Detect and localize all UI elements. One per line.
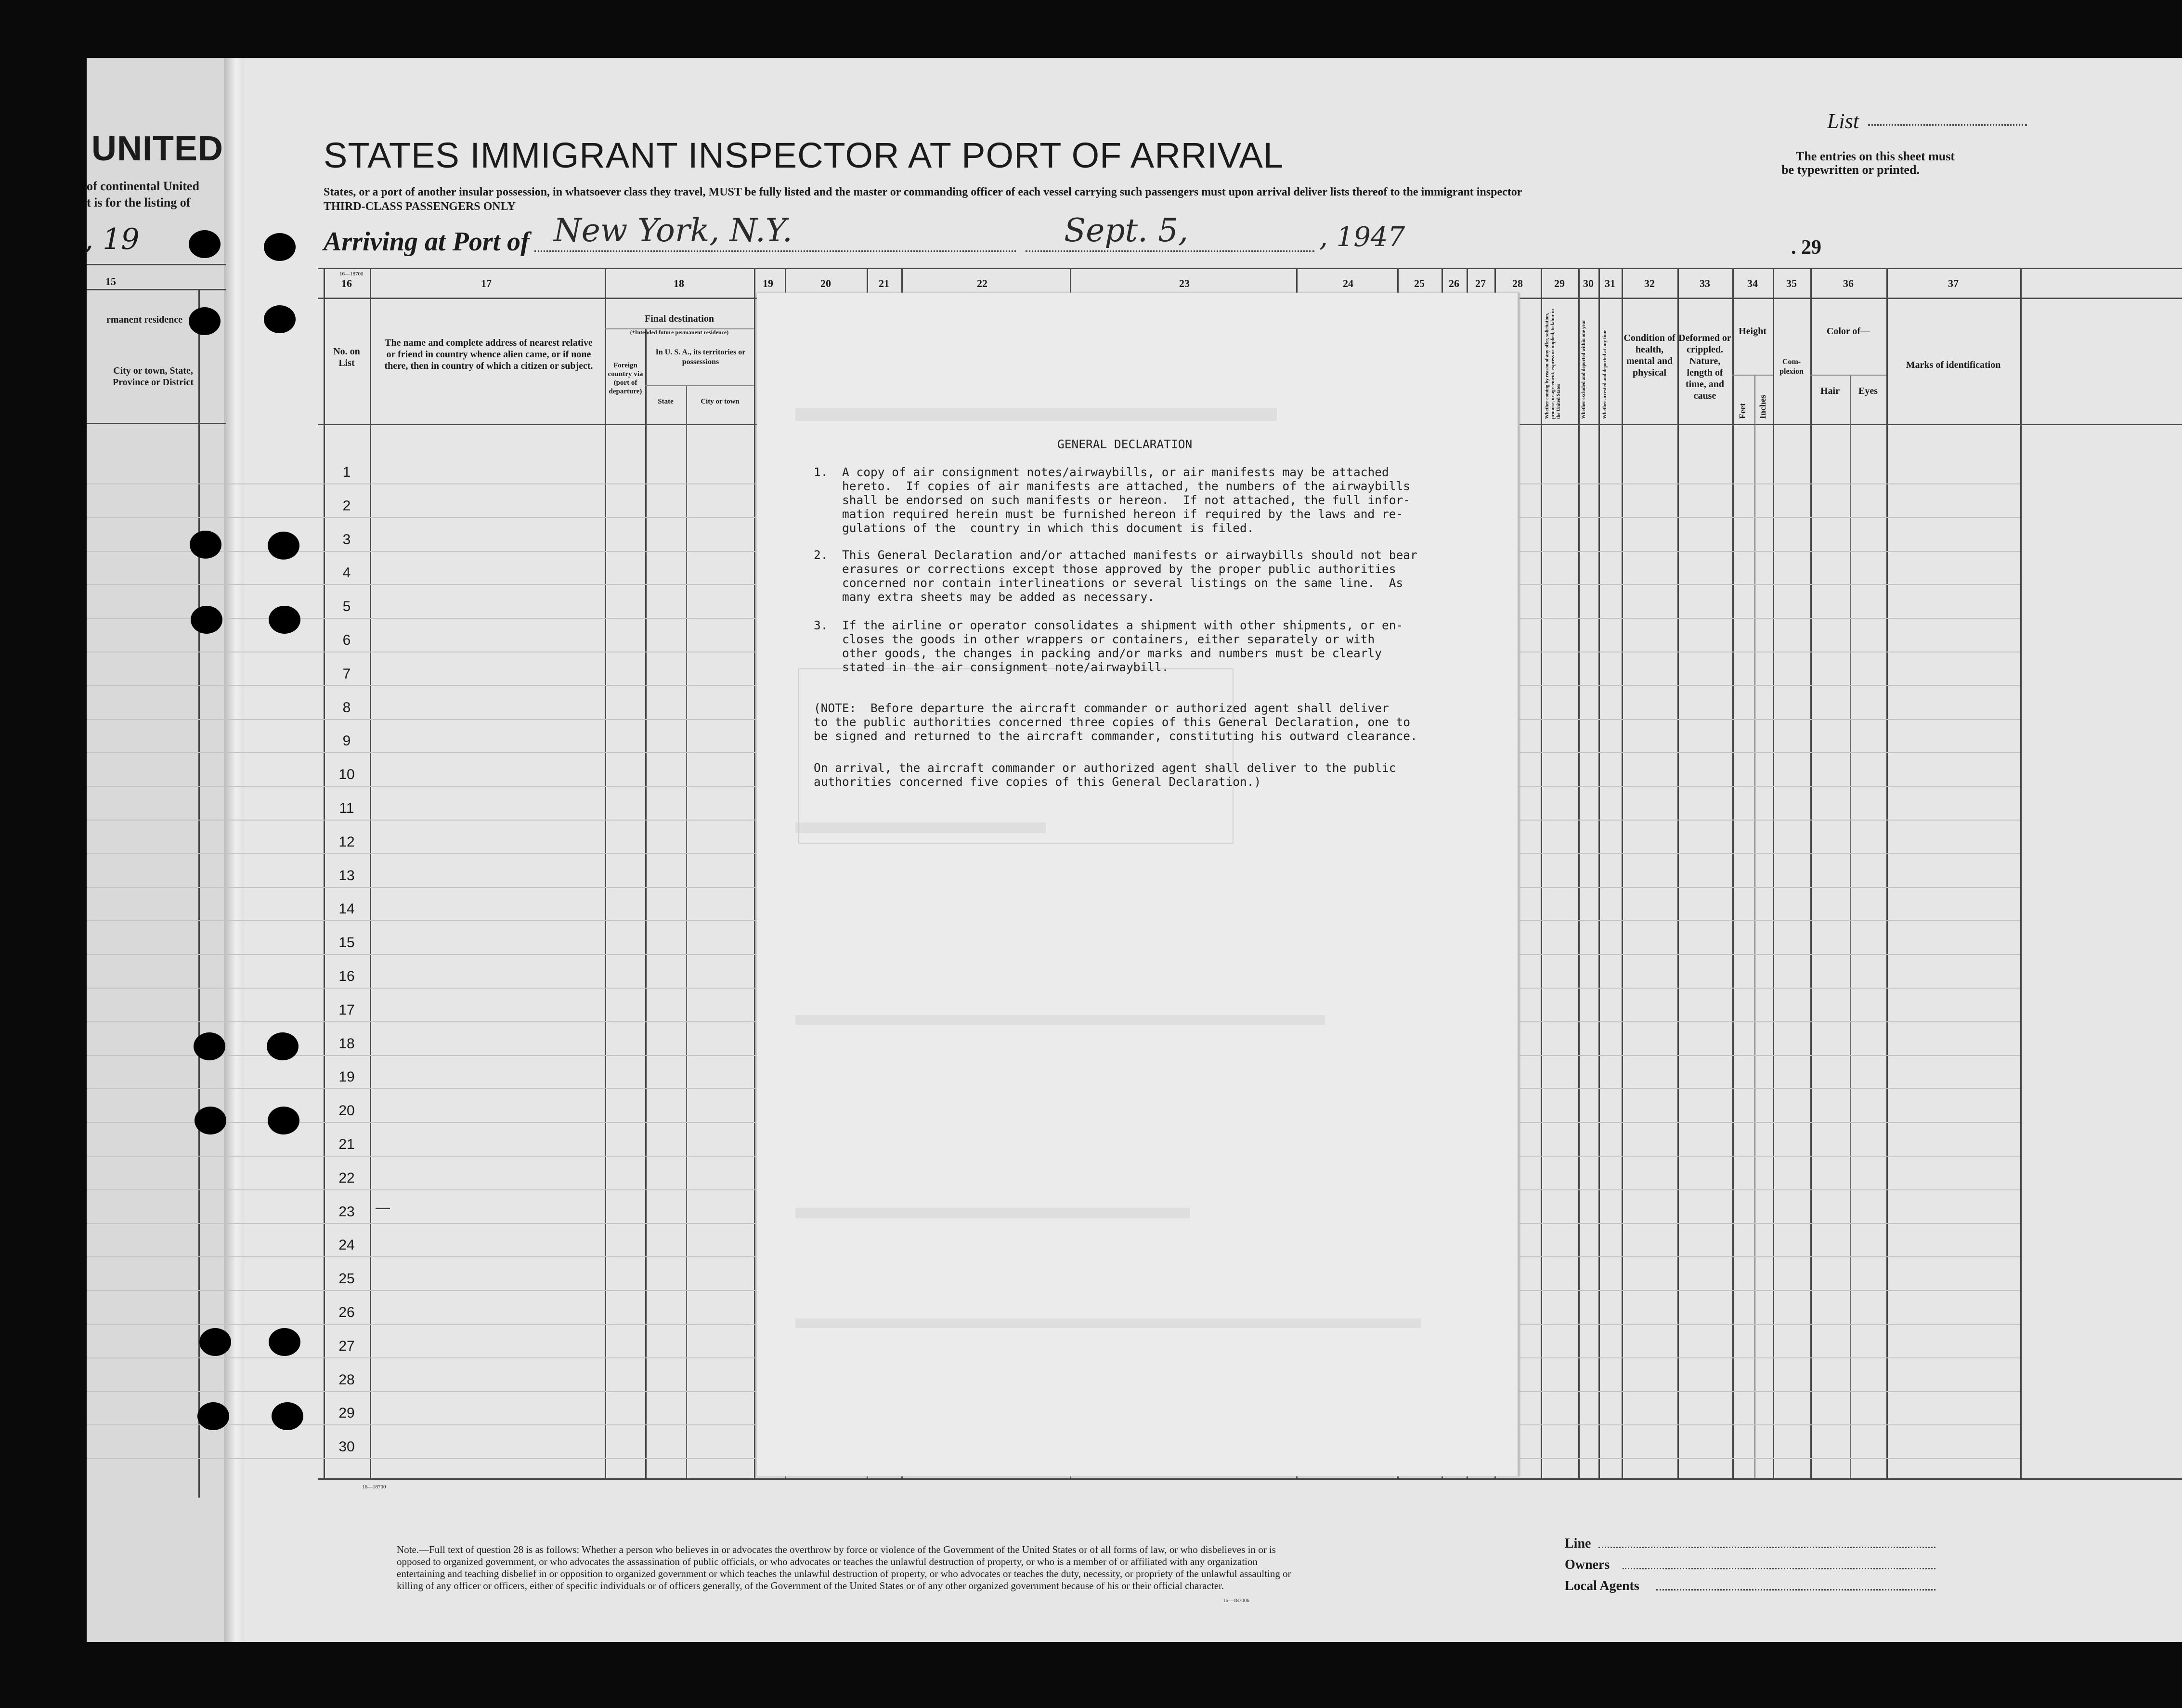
no-on-list-header: No. on List xyxy=(333,346,360,368)
punch-hole xyxy=(199,1328,231,1356)
inches-header: Inches xyxy=(1758,394,1767,419)
col-line-35 xyxy=(1773,268,1774,1478)
row-rule xyxy=(87,584,756,585)
row-number: 1 xyxy=(342,464,351,480)
height-sub-rule xyxy=(1732,375,1773,376)
date-dotted-line xyxy=(1026,250,1314,252)
row-rule xyxy=(1520,954,2020,955)
col-29-number: 29 xyxy=(1554,277,1565,289)
col-line-36 xyxy=(1810,268,1812,1478)
col-25-number: 25 xyxy=(1414,277,1425,289)
row-rule xyxy=(87,1088,756,1089)
punch-hole xyxy=(194,1032,225,1060)
row-rule xyxy=(87,483,756,484)
hair-header: Hair xyxy=(1820,386,1840,396)
row-rule xyxy=(87,719,756,720)
row-rule xyxy=(1520,1156,2020,1157)
height-header: Height xyxy=(1739,326,1766,337)
in-usa-header: In U. S. A., its territories or possessions xyxy=(655,348,746,366)
row-rule xyxy=(1520,820,2020,821)
ghost-text xyxy=(795,1318,1421,1328)
col-line-37 xyxy=(1886,268,1888,1478)
row-rule xyxy=(87,887,756,888)
form-code-bottom: 16—18700 xyxy=(362,1484,386,1490)
ghost-box xyxy=(798,668,1234,844)
page-number: . 29 xyxy=(1791,236,1821,259)
form-code-foot: 16—18700b xyxy=(1223,1598,1249,1604)
list-label: List xyxy=(1827,109,1859,133)
row-rule xyxy=(1520,1122,2020,1123)
left-header-line2: t is for the listing of xyxy=(87,196,191,209)
left-col-line xyxy=(198,289,200,1498)
row-rule xyxy=(1520,1357,2020,1358)
row-rule xyxy=(87,1156,756,1157)
col-line-19 xyxy=(754,268,755,1478)
row-number: 17 xyxy=(338,1002,355,1018)
line-label: Line xyxy=(1565,1536,1591,1551)
col-line-36b xyxy=(1850,375,1851,1478)
declaration-item-3: 3. If the airline or operator consolidates a shipment with other shipments, or en- closes the goods in other wrappers or containers, either separately or with other goods, the changes in packing and/or marks and numbers must be clearly stated in the air consignment note/airwaybill. xyxy=(814,618,1403,674)
usa-sub-rule xyxy=(645,385,754,386)
col-line-29 xyxy=(1541,268,1542,1478)
row-number: 24 xyxy=(338,1237,355,1253)
col-line-18c xyxy=(686,385,687,1478)
row-rule xyxy=(1520,1088,2020,1089)
col-19-number: 19 xyxy=(763,277,773,289)
city-or-town-header: City or town xyxy=(701,398,740,405)
row-number: 13 xyxy=(338,867,355,884)
col-21-number: 21 xyxy=(879,277,889,289)
permanent-residence-label: rmanent residence xyxy=(106,314,182,325)
row-rule xyxy=(1520,853,2020,854)
punch-hole xyxy=(190,531,221,559)
ghost-text xyxy=(795,1015,1325,1025)
row-rule xyxy=(87,988,756,989)
row-number: 12 xyxy=(338,834,355,850)
row-number: 15 xyxy=(338,935,355,951)
row-rule xyxy=(87,1424,756,1425)
row-rule xyxy=(1520,1391,2020,1392)
row-rule xyxy=(1520,1290,2020,1291)
punch-hole xyxy=(191,606,222,634)
row-rule xyxy=(1520,1223,2020,1224)
row-rule xyxy=(1520,584,2020,585)
row-rule xyxy=(1520,1458,2020,1459)
col-23-number: 23 xyxy=(1179,277,1190,289)
row-rule xyxy=(87,1256,756,1257)
final-destination-note: (*Intended future permanent residence) xyxy=(630,329,729,336)
left-year-field: , 19 xyxy=(84,222,140,256)
row-rule xyxy=(1520,719,2020,720)
page-fold xyxy=(224,58,244,1642)
relative-header: The name and complete address of nearest relative or friend in country whence alien came, or if none there, then in country of which a citizen or subject. xyxy=(384,338,593,371)
row-rule xyxy=(1520,988,2020,989)
punch-hole xyxy=(189,230,221,258)
row-number: 6 xyxy=(342,632,351,648)
row-number: 25 xyxy=(338,1271,355,1287)
deformed-header: Deformed or crippled. Nature, length of time, and cause xyxy=(1678,333,1731,401)
row-number: 14 xyxy=(338,901,355,917)
punch-hole xyxy=(264,233,296,261)
left-header-rule xyxy=(87,264,226,265)
line-field xyxy=(1598,1547,1935,1548)
color-of-header: Color of— xyxy=(1826,326,1870,337)
row-rule xyxy=(87,1021,756,1022)
row-rule xyxy=(1520,786,2020,787)
col-34-number: 34 xyxy=(1747,277,1758,289)
col-line-30 xyxy=(1578,268,1580,1478)
declaration-item-1: 1. A copy of air consignment notes/airwaybills, or air manifests may be attached hereto. If copies of air manifests are attached, the numbers of the airwaybills shall be endorsed on such manifests or hereon. If not attached, the full infor- mation required herein must be furnished hereon if required by the laws and re- gulations of the country in which this document is filed. xyxy=(814,465,1411,535)
sheet-edge xyxy=(1518,293,1520,1476)
row-rule xyxy=(87,1458,756,1459)
punch-hole xyxy=(272,1402,303,1430)
form-subtitle: States, or a port of another insular possession, in whatsoever class they travel, MUST be fully listed and the master or commanding officer of each vessel carrying such passengers must upon arrival deliver lists thereof to the immigrant inspector xyxy=(324,186,1522,198)
col-24-number: 24 xyxy=(1343,277,1353,289)
col-line-18 xyxy=(605,268,606,1478)
row-rule xyxy=(1520,551,2020,552)
row-number: 5 xyxy=(342,599,351,615)
col-36-number: 36 xyxy=(1843,277,1854,289)
col-18-number: 18 xyxy=(674,277,684,289)
punch-hole xyxy=(195,1107,226,1134)
port-handwritten: New York, N.Y. xyxy=(554,212,792,249)
owners-field xyxy=(1623,1568,1935,1569)
row-number: 4 xyxy=(342,565,351,581)
row-rule xyxy=(1520,1021,2020,1022)
col-37-number: 37 xyxy=(1948,277,1959,289)
col-line-17 xyxy=(370,268,371,1478)
final-destination-header: Final destination xyxy=(645,313,714,324)
row-rule xyxy=(1520,1424,2020,1425)
col-line-31 xyxy=(1598,268,1600,1478)
col-line-34 xyxy=(1732,268,1734,1478)
col-line-end xyxy=(2020,268,2022,1478)
declaration-title: GENERAL DECLARATION xyxy=(1057,437,1193,451)
col-30-header: Whether excluded and deported within one year xyxy=(1581,320,1586,419)
punch-hole xyxy=(269,1328,300,1356)
row-rule xyxy=(1520,1189,2020,1190)
row-rule xyxy=(87,752,756,753)
col-26-number: 26 xyxy=(1449,277,1459,289)
row-rule xyxy=(87,1324,756,1325)
row-number: 2 xyxy=(342,497,351,514)
col-line-16 xyxy=(324,268,325,1478)
ghost-text xyxy=(795,1208,1190,1218)
color-sub-rule xyxy=(1810,375,1886,376)
row-rule xyxy=(1520,483,2020,484)
col-line-32 xyxy=(1622,268,1623,1478)
col-16-number: 16 xyxy=(341,277,352,289)
col-33-number: 33 xyxy=(1700,277,1710,289)
class-line: THIRD-CLASS PASSENGERS ONLY xyxy=(324,200,516,213)
feet-header: Feet xyxy=(1738,403,1747,419)
row-rule xyxy=(87,786,756,787)
row-rule xyxy=(1520,517,2020,518)
row-number: 19 xyxy=(338,1069,355,1085)
row-number: 30 xyxy=(338,1439,355,1455)
row-number: 20 xyxy=(338,1103,355,1119)
row-rule xyxy=(1520,685,2020,686)
punch-hole xyxy=(197,1402,229,1430)
left-partial-title: UNITED xyxy=(91,130,223,168)
col-line-33 xyxy=(1677,268,1679,1478)
condition-header: Condition of health, mental and physical xyxy=(1624,333,1675,378)
city-town-header: City or town, State, Province or District xyxy=(112,365,194,388)
row-number: 9 xyxy=(342,733,351,749)
local-agents-field xyxy=(1656,1589,1935,1591)
row-rule xyxy=(87,685,756,686)
row-rule xyxy=(87,853,756,854)
entries-note-1: The entries on this sheet must xyxy=(1796,149,1955,163)
owners-label: Owners xyxy=(1565,1557,1610,1572)
row-rule xyxy=(1520,752,2020,753)
col-line-18b xyxy=(645,328,647,1478)
arriving-label: Arriving at Port of xyxy=(324,227,530,257)
table-top-rule xyxy=(318,268,2182,269)
col-35-number: 35 xyxy=(1786,277,1797,289)
left-rule-a xyxy=(87,289,226,290)
form-title: STATES IMMIGRANT INSPECTOR AT PORT OF ARRIVAL xyxy=(324,135,1284,175)
punch-hole xyxy=(189,307,221,335)
row-number: 8 xyxy=(342,699,351,716)
row-number: 28 xyxy=(338,1371,355,1388)
col-30-number: 30 xyxy=(1583,277,1594,289)
row-number: 18 xyxy=(338,1035,355,1052)
local-agents-label: Local Agents xyxy=(1565,1578,1639,1593)
row-rule xyxy=(87,1391,756,1392)
row-rule xyxy=(87,618,756,619)
row-rule xyxy=(1520,1055,2020,1056)
row-number: 22 xyxy=(338,1170,355,1186)
left-rule-b xyxy=(87,423,226,424)
row-23-dash xyxy=(376,1208,390,1209)
col-28-number: 28 xyxy=(1512,277,1523,289)
col-32-number: 32 xyxy=(1644,277,1655,289)
row-rule xyxy=(87,551,756,552)
col-20-number: 20 xyxy=(820,277,831,289)
row-number: 27 xyxy=(338,1338,355,1354)
row-rule xyxy=(1520,920,2020,921)
table-bottom-rule xyxy=(318,1478,2182,1480)
row-rule xyxy=(87,517,756,518)
punch-hole xyxy=(268,532,299,560)
col-31-number: 31 xyxy=(1605,277,1615,289)
row-number: 7 xyxy=(342,665,351,682)
col-17-number: 17 xyxy=(481,277,492,289)
port-dotted-line xyxy=(534,250,1016,252)
row-number: 26 xyxy=(338,1304,355,1320)
row-rule xyxy=(1520,1324,2020,1325)
punch-hole xyxy=(269,606,300,634)
declaration-note-1: (NOTE: Before departure the aircraft commander or authorized agent shall deliver to the public authorities concerned three copies of this General Declaration, one to be signed and returned to the aircraft commander, constituting his outward clearance. xyxy=(814,701,1417,743)
punch-hole xyxy=(267,1032,299,1060)
row-rule xyxy=(87,820,756,821)
row-rule xyxy=(87,1223,756,1224)
col-line-34b xyxy=(1754,375,1755,1478)
row-rule xyxy=(87,1357,756,1358)
row-number: 29 xyxy=(338,1405,355,1421)
row-number: 21 xyxy=(338,1136,355,1152)
row-rule xyxy=(87,954,756,955)
list-dotted-line xyxy=(1868,124,2027,126)
complexion-header: Com-plexion xyxy=(1779,358,1804,376)
footer-note: Note.—Full text of question 28 is as follows: Whether a person who believes in or advocates the overthrow by force or violence of the Government of the United States or of all forms of law, or who disbelieves in or is opposed to organized government, or who advocates the assassination of public officials, or who advocates or teaches the unlawful destruction of property, or who is a member of or affiliated with any organization entertaining and teaching disbelief in or opposition to organized government or which teaches the unlawful destruction of property, or who advocates or teaches the duty, necessity, or propriety of the unlawful assaulting or killing of any officer or officers, either of specific individuals or of officers generally, of the Government of the United States or of any other organized government because of his or their official character. xyxy=(397,1544,1291,1591)
form-code-top: 16—18700 xyxy=(339,271,364,277)
row-number: 16 xyxy=(338,968,355,984)
row-rule xyxy=(1520,887,2020,888)
col-29-header: Whether coming by reason of any offer, solicitation, promise, or agreement, express or implied, to labor in the United States xyxy=(1545,309,1561,419)
row-rule xyxy=(1520,618,2020,619)
col-27-number: 27 xyxy=(1475,277,1486,289)
row-number: 23 xyxy=(338,1203,355,1220)
eyes-header: Eyes xyxy=(1858,386,1878,396)
col-15-number: 15 xyxy=(105,275,116,287)
row-rule xyxy=(87,1055,756,1056)
row-number: 10 xyxy=(338,767,355,783)
punch-hole xyxy=(264,305,296,333)
date-handwritten: Sept. 5, xyxy=(1064,212,1188,249)
entries-note-2: be typewritten or printed. xyxy=(1781,163,1920,177)
row-rule xyxy=(87,920,756,921)
state-header: State xyxy=(658,398,674,405)
col-22-number: 22 xyxy=(977,277,987,289)
ghost-text xyxy=(795,408,1277,421)
col-31-header: Whether arrested and deported at any time xyxy=(1602,329,1608,419)
left-header-line1: of continental United xyxy=(87,179,199,193)
row-rule xyxy=(1520,1256,2020,1257)
year-handwritten: , 1947 xyxy=(1319,222,1405,253)
marks-header: Marks of identification xyxy=(1906,360,2001,370)
row-rule xyxy=(87,1122,756,1123)
declaration-item-2: 2. This General Declaration and/or attached manifests or airwaybills should not bear erasures or corrections except those approved by the proper public authorities concerned nor contain interlineations or several listings on the same line. As many extra sheets may be added as necessary. xyxy=(814,548,1417,604)
row-number: 11 xyxy=(339,800,354,816)
punch-hole xyxy=(268,1107,299,1134)
row-rule xyxy=(87,1189,756,1190)
declaration-note-2: On arrival, the aircraft commander or authorized agent shall deliver to the public authorities concerned five copies of this General Declaration.) xyxy=(814,761,1396,789)
foreign-country-header: Foreign country via (port of departure) xyxy=(608,362,643,395)
row-rule xyxy=(87,1290,756,1291)
row-number: 3 xyxy=(342,531,351,548)
